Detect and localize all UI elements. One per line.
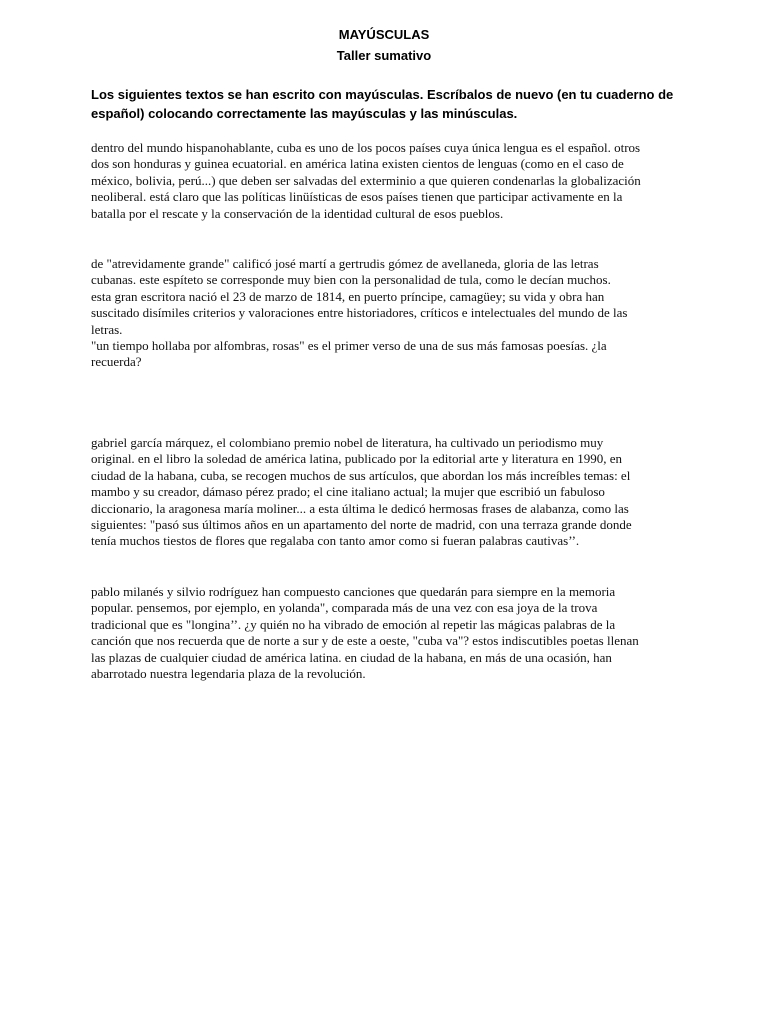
text-line: popular. pensemos, por ejemplo, en yolanda", comparada más de una vez con esa joya de la trova — [91, 600, 598, 616]
text-line: abarrotado nuestra legendaria plaza de la revolución. — [91, 666, 366, 682]
text-line: tradicional que es "longina’’. ¿y quién no ha vibrado de emoción al repetir las mágicas palabras de la — [91, 616, 616, 632]
text-line: mambo y su creador, dámaso pérez prado; el cine italiano actual; la mujer que escribió un fabuloso — [91, 484, 605, 500]
text-line: original. en el libro la soledad de américa latina, publicado por la editorial arte y literatura en 1990, en — [91, 451, 622, 467]
text-line: esta gran escritora nació el 23 de marzo de 1814, en puerto príncipe, camagüey; su vida y obra han — [91, 288, 605, 304]
text-line: dos son honduras y guinea ecuatorial. en américa latina existen cientos de lenguas (como en el caso de — [91, 156, 624, 172]
text-line: ciudad de la habana, cuba, se recogen muchos de sus artículos, que abordan los más increíbles temas: el — [91, 467, 631, 483]
instructions-line: español) colocando correctamente las mayúsculas y las minúsculas. — [91, 106, 518, 121]
paragraph-garcia-marquez — [91, 435, 681, 550]
text-line: gabriel garcía márquez, el colombiano premio nobel de literatura, ha cultivado un periodismo muy — [91, 435, 604, 450]
text-line: siguientes: "pasó sus últimos años en un apartamento del norte de madrid, con una terraza grande donde — [91, 517, 632, 533]
document-subtitle: Taller sumativo — [336, 48, 432, 63]
text-line: batalla por el rescate y la conservación de la identidad cultural de esos pueblos. — [91, 205, 504, 221]
text-line: "un tiempo hollaba por alfombras, rosas" es el primer verso de una de sus más famosas poesías. ¿la — [91, 338, 607, 354]
paragraph-trova — [91, 584, 681, 682]
instructions-paragraph — [91, 85, 681, 123]
text-line: las plazas de cualquier ciudad de américa latina. en ciudad de la habana, en más de una ocasión, han — [91, 649, 612, 665]
paragraph-avellaneda — [91, 256, 681, 371]
text-line: méxico, bolivia, perú...) que deben ser salvadas del exterminio a que quieren condenarlas la globalización — [91, 172, 641, 188]
text-line: recuerda? — [91, 354, 142, 370]
text-line: diccionario, la aragonesa maría moliner... a esta última le dedicó hermosas frases de alabanza, como las — [91, 500, 629, 516]
text-line: neoliberal. está claro que las políticas linüísticas de esos países tienen que participar activamente en la — [91, 189, 623, 205]
text-line: tenía muchos tiestos de flores que regalaba con tanto amor como si fueran palabras cautivas’’. — [91, 533, 580, 549]
instructions-line: Los siguientes textos se han escrito con mayúsculas. Escríbalos de nuevo (en tu cuaderno de — [91, 87, 674, 102]
text-line: canción que nos recuerda que de norte a sur y de este a oeste, "cuba va"? estos indiscutibles poetas llenan — [91, 633, 639, 649]
paragraph-cuba-lenguas — [91, 140, 681, 222]
text-line: letras. — [91, 321, 123, 337]
text-line: dentro del mundo hispanohablante, cuba es uno de los pocos países cuya única lengua es el español. otros — [91, 140, 641, 155]
document-title: MAYÚSCULAS — [338, 27, 430, 42]
text-line: suscitado disímiles criterios y valoraciones entre historiadores, críticos e intelectuales del mundo de las — [91, 305, 628, 321]
text-line: pablo milanés y silvio rodríguez han compuesto canciones que quedarán para siempre en la memoria — [91, 584, 616, 599]
text-line: de "atrevidamente grande" calificó josé martí a gertrudis gómez de avellaneda, gloria de las letras — [91, 256, 599, 271]
text-line: cubanas. este espíteto se corresponde muy bien con la personalidad de tula, como le decían muchos. — [91, 272, 611, 288]
